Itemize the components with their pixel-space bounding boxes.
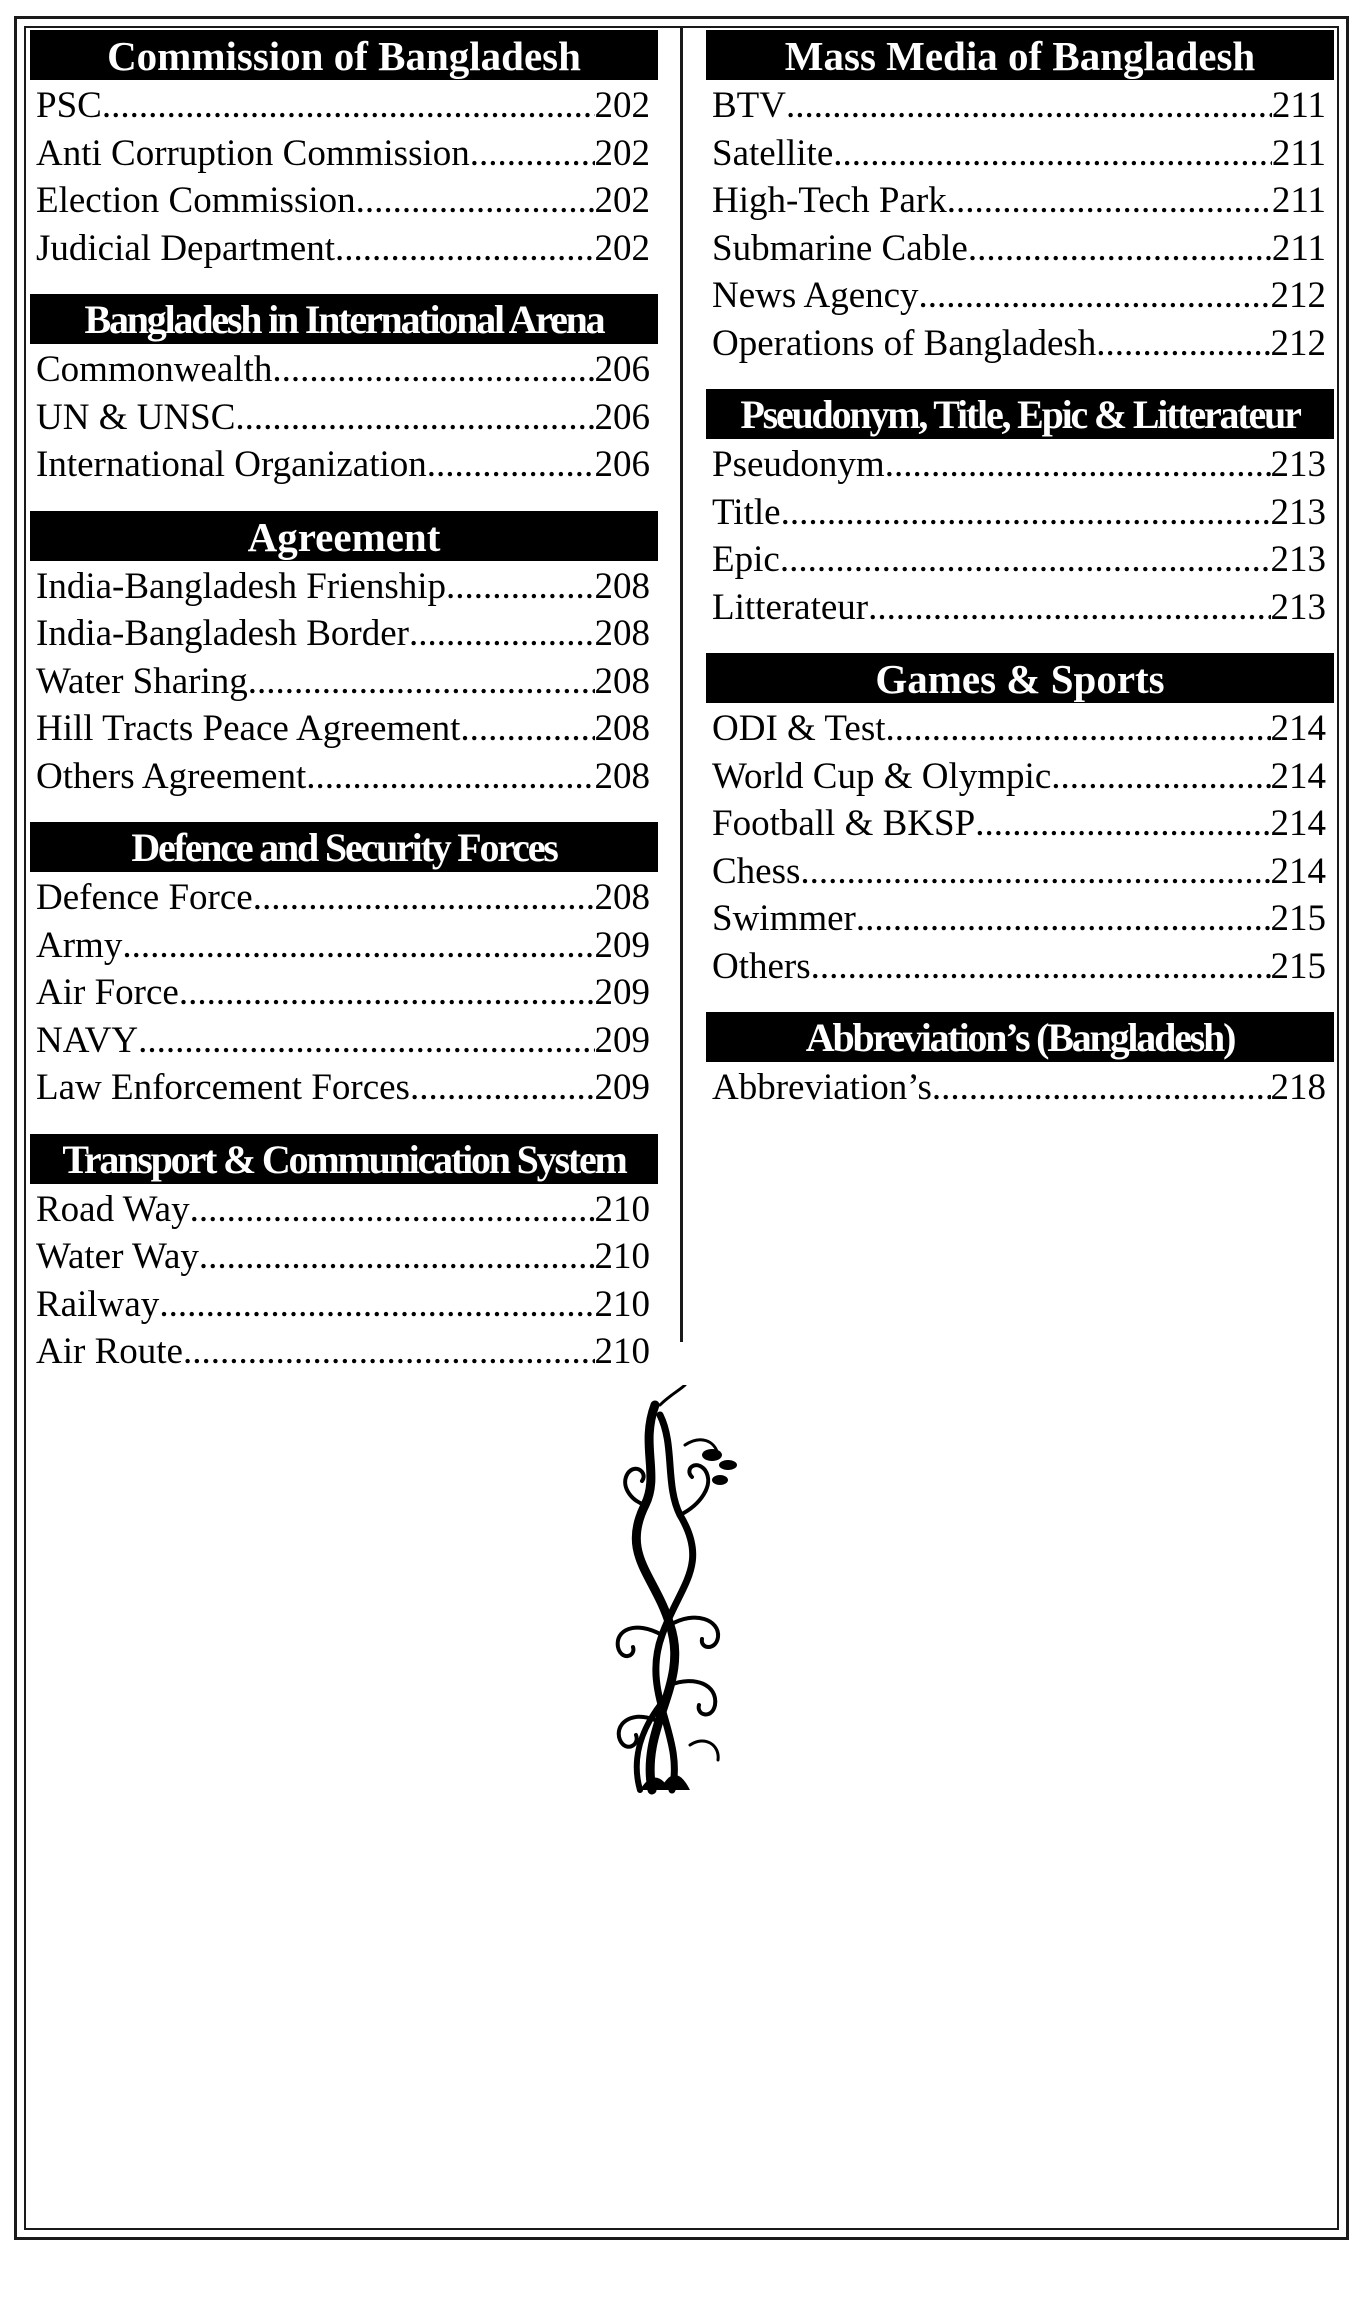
- dot-leader: [306, 753, 594, 801]
- toc-entry[interactable]: [30, 1281, 658, 1329]
- entry-label: PSC: [36, 85, 102, 126]
- entry-label: Satellite: [712, 132, 834, 174]
- page-number: 209: [594, 1019, 650, 1061]
- section-bangladesh-in-international-arena: [30, 294, 658, 489]
- column-divider: [680, 28, 683, 1342]
- section-pseudonym-title-epic-litterateur: [706, 389, 1334, 631]
- dot-leader: [885, 441, 1271, 489]
- entry-label: News Agency: [712, 275, 919, 316]
- dot-leader: [427, 441, 595, 489]
- entry-label: Hill Tracts Peace Agreement: [36, 708, 461, 749]
- dot-leader: [138, 1017, 594, 1065]
- dot-leader: [248, 658, 595, 706]
- toc-entry[interactable]: [30, 177, 658, 225]
- toc-entry[interactable]: [30, 225, 658, 273]
- entry-label: UN & UNSC: [36, 396, 236, 438]
- page-number: 209: [594, 924, 650, 966]
- toc-entry[interactable]: [30, 969, 658, 1017]
- section-transport-communication-system: [30, 1134, 658, 1376]
- toc-entry[interactable]: [706, 82, 1334, 130]
- toc-entry[interactable]: [30, 610, 658, 658]
- page-number: 202: [594, 180, 650, 221]
- toc-entry[interactable]: [30, 1186, 658, 1234]
- page-number: 213: [1270, 586, 1326, 628]
- page-number: 211: [1271, 132, 1326, 174]
- entry-label: Water Sharing: [36, 660, 248, 702]
- page-number: 210: [594, 1188, 650, 1230]
- entry-label: Air Route: [36, 1331, 183, 1372]
- entry-label: Others Agreement: [36, 755, 307, 797]
- dot-leader: [410, 1064, 595, 1112]
- section-title: Abbreviation’s (Bangladesh): [706, 1012, 1334, 1062]
- page-number: 213: [1270, 444, 1326, 485]
- dot-leader: [1096, 320, 1270, 368]
- toc-entry[interactable]: [30, 563, 658, 611]
- section-title: Defence and Security Forces: [30, 822, 658, 872]
- dot-leader: [947, 177, 1272, 225]
- dot-leader: [781, 489, 1271, 537]
- entry-label: High-Tech Park: [712, 180, 947, 221]
- toc-entry[interactable]: [706, 848, 1334, 896]
- toc-entry[interactable]: [30, 441, 658, 489]
- dot-leader: [886, 705, 1271, 753]
- entry-label: Swimmer: [712, 898, 856, 939]
- page-number: 214: [1270, 803, 1326, 844]
- section-mass-media-of-bangladesh: [706, 30, 1334, 367]
- dot-leader: [409, 610, 595, 658]
- toc-entry[interactable]: [706, 705, 1334, 753]
- page-number: 202: [594, 227, 650, 269]
- dot-leader: [1051, 753, 1270, 801]
- page-number: 210: [594, 1236, 650, 1277]
- entry-label: Operations of Bangladesh: [712, 322, 1097, 364]
- section-agreement: [30, 511, 658, 801]
- page-number: 215: [1270, 898, 1326, 939]
- dot-leader: [446, 563, 595, 611]
- dot-leader: [335, 225, 595, 273]
- dot-leader: [183, 1328, 595, 1376]
- section-defence-and-security-forces: [30, 822, 658, 1112]
- dot-leader: [356, 177, 595, 225]
- toc-entry[interactable]: [706, 753, 1334, 801]
- page-number: 218: [1270, 1067, 1326, 1108]
- entry-label: Epic: [712, 539, 780, 580]
- page-number: 206: [594, 396, 650, 438]
- entry-label: Defence Force: [36, 877, 253, 918]
- entry-label: International Organization: [36, 444, 427, 485]
- entry-label: India-Bangladesh Frienship: [36, 565, 446, 607]
- section-title: Transport & Communication System: [30, 1134, 658, 1184]
- toc-entry[interactable]: [30, 82, 658, 130]
- page-number: 202: [594, 132, 650, 174]
- entry-label: Submarine Cable: [712, 227, 968, 269]
- entry-label: Commonwealth: [36, 349, 273, 390]
- floral-ornament-icon: [600, 1385, 760, 1795]
- toc-entry[interactable]: [706, 895, 1334, 943]
- page-number: 206: [594, 349, 650, 390]
- entry-label: Election Commission: [36, 180, 356, 221]
- toc-entry[interactable]: [30, 705, 658, 753]
- section-abbreviation-s-bangladesh: [706, 1012, 1334, 1112]
- dot-leader: [122, 922, 594, 970]
- dot-leader: [199, 1233, 595, 1281]
- page-number: 213: [1270, 539, 1326, 580]
- dot-leader: [272, 346, 594, 394]
- page-number: 210: [594, 1331, 650, 1372]
- toc-entry[interactable]: [30, 753, 658, 801]
- toc-entry[interactable]: [706, 272, 1334, 320]
- dot-leader: [975, 800, 1270, 848]
- page-number: 209: [594, 972, 650, 1013]
- toc-entry[interactable]: [706, 489, 1334, 537]
- dot-leader: [235, 394, 594, 442]
- page-number: 212: [1270, 322, 1326, 364]
- page-number: 209: [594, 1067, 650, 1108]
- entry-label: Anti Corruption Commission: [36, 132, 470, 174]
- page-number: 208: [594, 877, 650, 918]
- page-number: 211: [1271, 85, 1326, 126]
- dot-leader: [780, 536, 1271, 584]
- entry-label: NAVY: [36, 1019, 139, 1061]
- entry-label: Others: [712, 945, 811, 987]
- page-number: 208: [594, 755, 650, 797]
- section-title: Games & Sports: [706, 653, 1334, 703]
- toc-entry[interactable]: [706, 1064, 1334, 1112]
- section-games-sports: [706, 653, 1334, 990]
- page-number: 214: [1270, 850, 1326, 892]
- page-number: 210: [594, 1283, 650, 1325]
- dot-leader: [833, 130, 1272, 178]
- toc-entry[interactable]: [30, 922, 658, 970]
- dot-leader: [811, 943, 1271, 991]
- toc-entry[interactable]: [30, 394, 658, 442]
- toc-entry[interactable]: [706, 441, 1334, 489]
- page-number: 208: [594, 660, 650, 702]
- entry-label: World Cup & Olympic: [712, 755, 1052, 797]
- dot-leader: [868, 584, 1270, 632]
- page-number: 211: [1271, 227, 1326, 269]
- dot-leader: [968, 225, 1272, 273]
- page-number: 202: [594, 85, 650, 126]
- page-number: 208: [594, 708, 650, 749]
- section-title: Agreement: [30, 511, 658, 561]
- dot-leader: [159, 1281, 594, 1329]
- toc-entry[interactable]: [706, 584, 1334, 632]
- toc-entry[interactable]: [706, 536, 1334, 584]
- entry-label: BTV: [712, 85, 786, 126]
- entry-label: Litterateur: [712, 586, 869, 628]
- section-title: Commission of Bangladesh: [30, 30, 658, 80]
- entry-label: Law Enforcement Forces: [36, 1067, 410, 1108]
- dot-leader: [460, 705, 594, 753]
- page-number: 214: [1270, 708, 1326, 749]
- entry-label: Title: [712, 491, 781, 533]
- dot-leader: [800, 848, 1270, 896]
- entry-label: Air Force: [36, 972, 179, 1013]
- page-number: 212: [1270, 275, 1326, 316]
- entry-label: Judicial Department: [36, 227, 335, 269]
- toc-entry[interactable]: [30, 1233, 658, 1281]
- page-number: 214: [1270, 755, 1326, 797]
- toc-entry[interactable]: [706, 130, 1334, 178]
- page-number: 208: [594, 613, 650, 654]
- toc-entry[interactable]: [30, 1064, 658, 1112]
- entry-label: Pseudonym: [712, 444, 885, 485]
- entry-label: ODI & Test: [712, 708, 886, 749]
- page-number: 213: [1270, 491, 1326, 533]
- toc-entry[interactable]: [706, 943, 1334, 991]
- dot-leader: [786, 82, 1272, 130]
- dot-leader: [102, 82, 595, 130]
- toc-entry[interactable]: [30, 874, 658, 922]
- dot-leader: [919, 272, 1271, 320]
- toc-entry[interactable]: [30, 130, 658, 178]
- section-title: Mass Media of Bangladesh: [706, 30, 1334, 80]
- toc-entry[interactable]: [30, 658, 658, 706]
- entry-label: Abbreviation’s: [712, 1067, 932, 1108]
- toc-entry[interactable]: [30, 346, 658, 394]
- toc-entry[interactable]: [706, 800, 1334, 848]
- dot-leader: [253, 874, 595, 922]
- page-number: 215: [1270, 945, 1326, 987]
- page-number: 211: [1271, 180, 1326, 221]
- entry-label: Road Way: [36, 1188, 190, 1230]
- dot-leader: [470, 130, 595, 178]
- page-number: 206: [594, 444, 650, 485]
- section-title: Pseudonym, Title, Epic & Litterateur: [706, 389, 1334, 439]
- toc-entry[interactable]: [706, 320, 1334, 368]
- entry-label: Army: [36, 924, 123, 966]
- entry-label: Football & BKSP: [712, 803, 976, 844]
- dot-leader: [856, 895, 1271, 943]
- toc-entry[interactable]: [30, 1017, 658, 1065]
- toc-entry[interactable]: [706, 177, 1334, 225]
- section-title: Bangladesh in International Arena: [30, 294, 658, 344]
- entry-label: India-Bangladesh Border: [36, 613, 409, 654]
- left-column: [30, 30, 658, 1398]
- dot-leader: [932, 1064, 1271, 1112]
- section-commission-of-bangladesh: [30, 30, 658, 272]
- dot-leader: [190, 1186, 595, 1234]
- dot-leader: [179, 969, 595, 1017]
- entry-label: Chess: [712, 850, 801, 892]
- toc-entry[interactable]: [30, 1328, 658, 1376]
- entry-label: Water Way: [36, 1236, 199, 1277]
- right-column: [706, 30, 1334, 1134]
- toc-entry[interactable]: [706, 225, 1334, 273]
- page-number: 208: [594, 565, 650, 607]
- entry-label: Railway: [36, 1283, 160, 1325]
